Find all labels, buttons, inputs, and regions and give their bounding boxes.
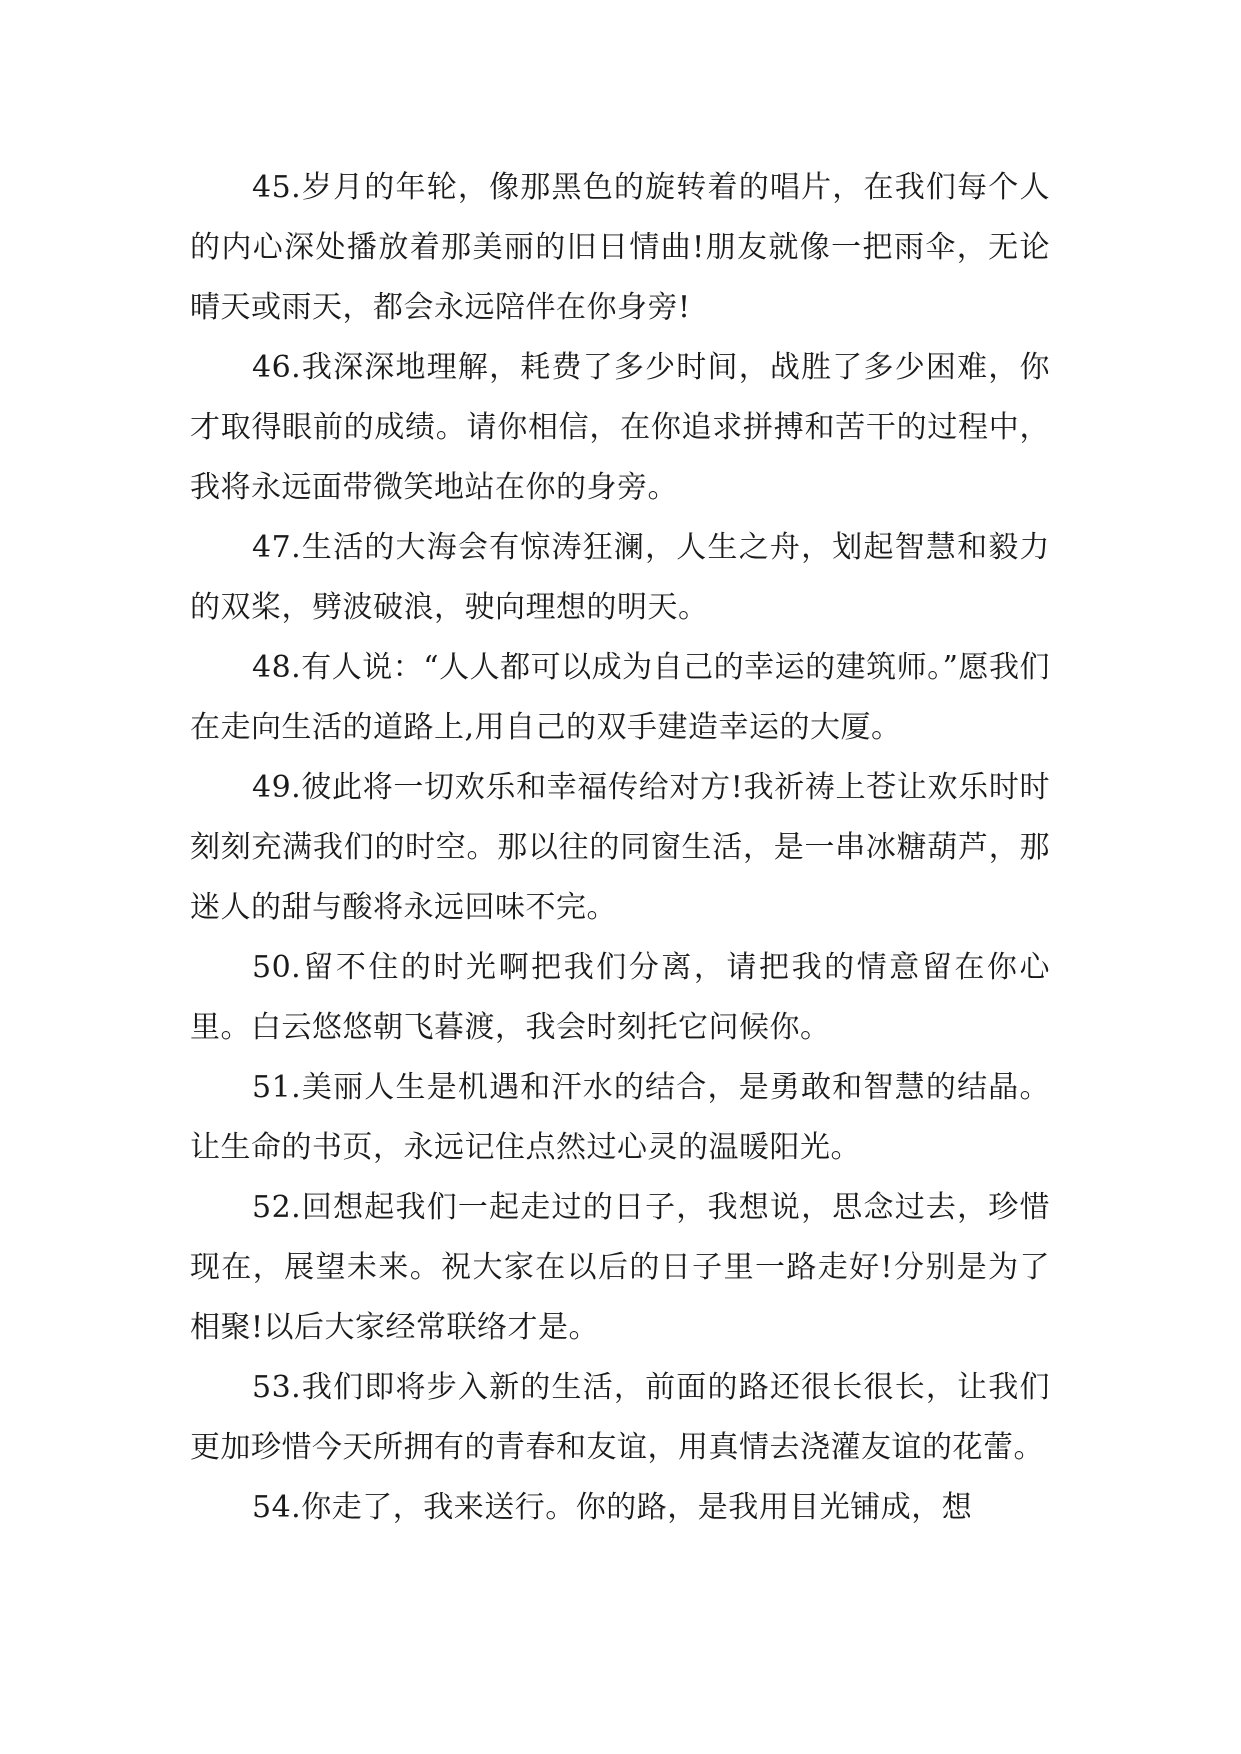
paragraph-52: 52.回想起我们一起走过的日子，我想说，思念过去，珍惜现在，展望未来。祝大家在以后的日子里一路走好!分别是为了相聚!以后大家经常联络才是。	[190, 1190, 1050, 1345]
paragraph-51: 51.美丽人生是机遇和汗水的结合，是勇敢和智慧的结晶。让生命的书页，永远记住点然过心灵的温暖阳光。	[190, 1070, 1050, 1165]
paragraph-49: 49.彼此将一切欢乐和幸福传给对方!我祈祷上苍让欢乐时时刻刻充满我们的时空。那以往的同窗生活，是一串冰糖葫芦，那迷人的甜与酸将永远回味不完。	[190, 770, 1050, 925]
paragraph-48: 48.有人说：“人人都可以成为自己的幸运的建筑师。”愿我们在走向生活的道路上,用自己的双手建造幸运的大厦。	[190, 650, 1050, 745]
paragraph-54: 54.你走了，我来送行。你的路，是我用目光铺成，想	[252, 1490, 973, 1525]
paragraph-50: 50.留不住的时光啊把我们分离，请把我的情意留在你心里。白云悠悠朝飞暮渡，我会时刻托它问候你。	[190, 950, 1050, 1045]
paragraph-47: 47.生活的大海会有惊涛狂澜，人生之舟，划起智慧和毅力的双桨，劈波破浪，驶向理想的明天。	[190, 530, 1050, 625]
paragraph-46: 46.我深深地理解，耗费了多少时间，战胜了多少困难，你才取得眼前的成绩。请你相信，在你追求拼搏和苦干的过程中，我将永远面带微笑地站在你的身旁。	[190, 350, 1050, 505]
document-body	[190, 158, 1050, 1538]
paragraph-53: 53.我们即将步入新的生活，前面的路还很长很长，让我们更加珍惜今天所拥有的青春和友谊，用真情去浇灌友谊的花蕾。	[190, 1370, 1050, 1465]
paragraph-45: 45.岁月的年轮，像那黑色的旋转着的唱片，在我们每个人的内心深处播放着那美丽的旧日情曲!朋友就像一把雨伞，无论晴天或雨天，都会永远陪伴在你身旁!	[190, 170, 1050, 325]
